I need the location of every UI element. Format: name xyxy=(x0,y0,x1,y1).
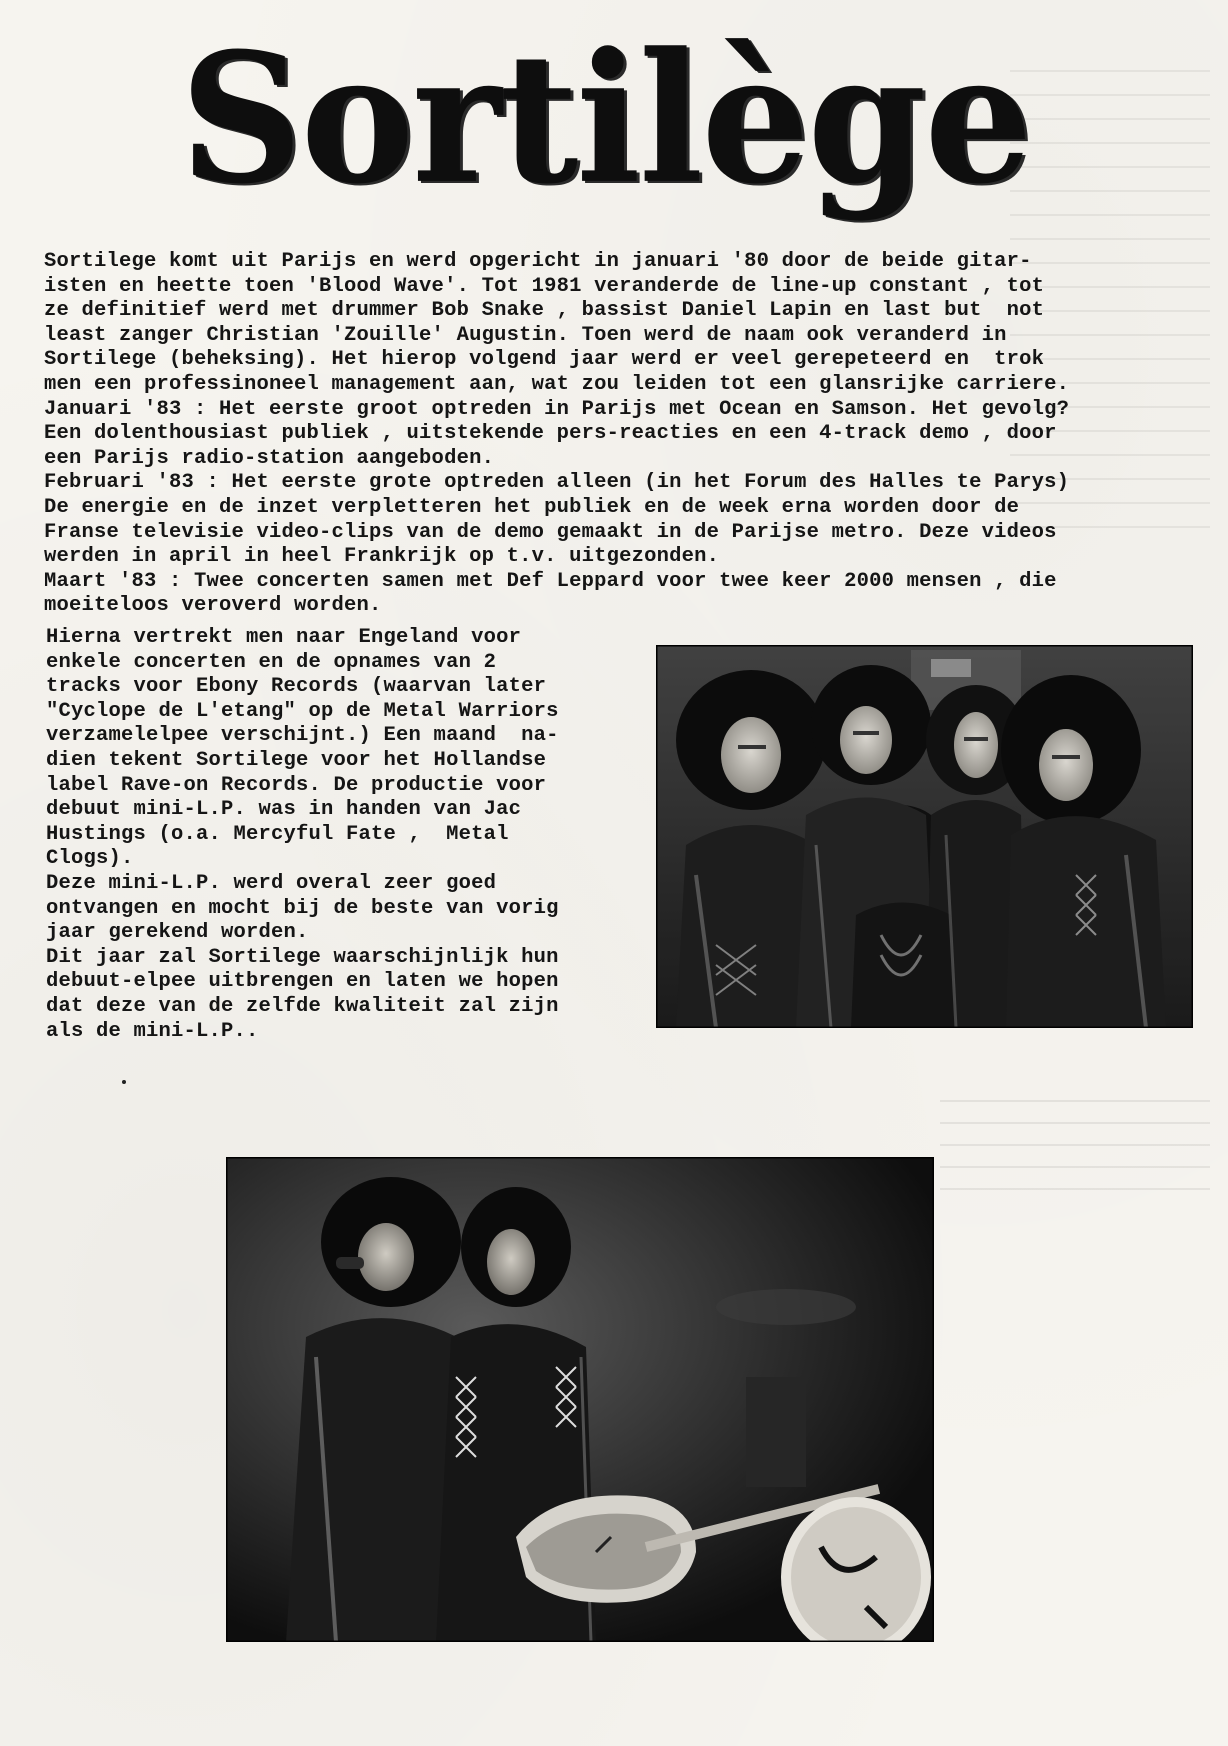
body-line: Sortilege komt uit Parijs en werd opgericht in januari '80 door de beide gitar- xyxy=(44,250,1032,273)
body-line: werden in april in heel Frankrijk op t.v. uitgezonden. xyxy=(44,545,720,569)
body-line: dat deze van de zelfde kwaliteit zal zijn xyxy=(46,994,559,1018)
body-line: Franse televisie video-clips van de demo gemaakt in de Parijse metro. Deze videos xyxy=(44,520,1057,544)
article-body-top xyxy=(44,250,1204,619)
body-line: Een dolenthousiast publiek , uitstekende pers-reacties en een 4-track demo , door xyxy=(44,422,1057,446)
body-line: Hierna vertrekt men naar Engeland voor xyxy=(46,626,522,649)
body-line: Maart '83 : Twee concerten samen met Def Leppard voor twee keer 2000 mensen , die xyxy=(44,569,1057,593)
body-line: ontvangen en mocht bij de beste van vorig xyxy=(46,896,559,920)
body-line: Dit jaar zal Sortilege waarschijnlijk hun xyxy=(46,945,559,969)
live-concert-photo xyxy=(226,1157,934,1642)
body-line: jaar gerekend worden. xyxy=(46,921,309,945)
body-line: men een professinoneel management aan, wat zou leiden tot een glansrijke carriere. xyxy=(44,372,1070,396)
body-line: een Parijs radio-station aangeboden. xyxy=(44,446,495,470)
band-group-photo-image xyxy=(656,645,1193,1028)
body-line: Hustings (o.a. Mercyful Fate , Metal xyxy=(46,822,509,846)
body-line: Clogs). xyxy=(46,847,134,871)
body-line: debuut mini-L.P. was in handen van Jac xyxy=(46,798,522,822)
bleed-through-text-lower xyxy=(940,1100,1210,1210)
body-line: tracks voor Ebony Records (waarvan later xyxy=(46,675,547,699)
body-line: verzamelelpee verschijnt.) Een maand na- xyxy=(46,724,559,748)
body-line: least zanger Christian 'Zouille' Augustin. Toen werd de naam ook veranderd in xyxy=(44,323,1007,347)
body-line: ze definitief werd met drummer Bob Snake , bassist Daniel Lapin en last but not xyxy=(44,299,1045,323)
body-line: debuut-elpee uitbrengen en laten we hopen xyxy=(46,970,559,994)
live-concert-photo-image xyxy=(226,1157,934,1642)
body-line: De energie en de inzet verpletteren het publiek en de week erna worden door de xyxy=(44,495,1020,519)
body-line: Januari '83 : Het eerste groot optreden in Parijs met Ocean en Samson. Het gevolg? xyxy=(44,397,1070,421)
body-line: Deze mini-L.P. werd overal zeer goed xyxy=(46,871,497,895)
body-line: Februari '83 : Het eerste grote optreden alleen (in het Forum des Halles te Parys) xyxy=(44,471,1070,495)
article-body-left xyxy=(46,626,646,1044)
body-line: Sortilege (beheksing). Het hierop volgend jaar werd er veel gerepeteerd en trok xyxy=(44,348,1045,372)
ink-speck xyxy=(122,1080,126,1084)
band-group-photo xyxy=(656,645,1193,1028)
body-line: dien tekent Sortilege voor het Hollandse xyxy=(46,748,547,772)
body-line: isten en heette toen 'Blood Wave'. Tot 1981 veranderde de line-up constant , tot xyxy=(44,274,1045,298)
body-line: label Rave-on Records. De productie voor xyxy=(46,773,547,797)
body-line: als de mini-L.P.. xyxy=(46,1019,259,1043)
body-line: moeiteloos veroverd worden. xyxy=(44,594,382,618)
body-line: enkele concerten en de opnames van 2 xyxy=(46,650,497,674)
article-title: Sortilège xyxy=(180,13,1031,224)
body-line: "Cyclope de L'etang" op de Metal Warriors xyxy=(46,699,559,723)
